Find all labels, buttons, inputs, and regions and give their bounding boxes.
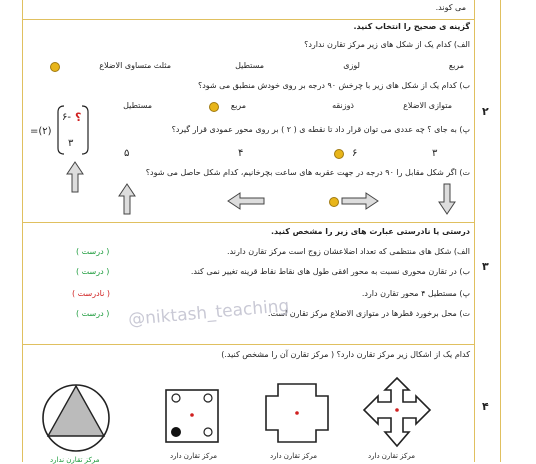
q3-answer-3: ( نادرست ) xyxy=(72,289,110,298)
answer-dot xyxy=(334,149,344,159)
up-arrow-icon xyxy=(65,160,85,194)
q3-item-1: الف) شکل های منتظمی که تعداد اضلاعشان زوج است مرکز تقارن دارند. xyxy=(227,247,470,256)
q3-answer-2: ( درست ) xyxy=(76,267,110,276)
q2a-option-1: مربع xyxy=(448,61,464,70)
left-border xyxy=(22,0,23,462)
vector-unknown: ؟ xyxy=(75,111,82,124)
answer-dot xyxy=(50,62,60,72)
circle-triangle-shape xyxy=(40,380,112,452)
q4-caption-2: مرکز تقارن دارد xyxy=(270,452,317,460)
q2-heading: گزینه ی صحیح را انتخاب کنید. xyxy=(353,22,470,31)
q2b-option-4: مستطیل xyxy=(123,101,152,110)
q2d-prompt: ت) اگر شکل مقابل را ۹۰ درجه در جهت عقربه های ساعت بچرخانیم، کدام شکل حاصل می شود؟ xyxy=(145,168,470,177)
q2b-prompt: ب) کدام یک از شکل های زیر با چرخش ۹۰ درجه بر روی خودش منطبق می شود؟ xyxy=(197,81,470,90)
q2c-option-3: ۴ xyxy=(238,148,244,159)
question-number-2: ۲ xyxy=(482,105,489,118)
q3-item-3: پ) مستطیل ۴ محور تقارن دارد. xyxy=(361,289,470,298)
question-number-4: ۴ xyxy=(482,400,489,413)
row-divider-2 xyxy=(22,222,474,223)
q2a-option-4: مثلث متساوی الاضلاع xyxy=(99,61,171,70)
row-divider-3 xyxy=(22,344,474,345)
vector-expression: =(۲) xyxy=(30,126,52,137)
right-arrow-icon xyxy=(340,191,380,211)
q4-caption-1: مرکز تقارن دارد xyxy=(368,452,415,460)
cross-shape xyxy=(264,382,330,444)
q3-item-2: ب) در تقارن محوری نسبت به محور افقی طول های نقاط نقاط قرینه تغییر نمی کند. xyxy=(190,267,470,276)
q2c-option-1: ۳ xyxy=(432,148,438,159)
vector-top: ۶- xyxy=(62,112,71,123)
top-fragment: می کوند. xyxy=(435,3,466,12)
arrow-cross-shape xyxy=(362,376,432,448)
q2c-prompt: پ) به جای ؟ چه عددی می توان قرار داد تا نقطه ی ( ۲ ) بر روی محور عمودی قرار گیرد؟ xyxy=(171,125,470,134)
answer-dot xyxy=(329,197,339,207)
q2c-option-2: ۶ xyxy=(352,148,358,159)
q3-answer-4: ( درست ) xyxy=(76,309,110,318)
watermark: @niktash_teaching xyxy=(127,295,291,331)
question-number-3: ۳ xyxy=(482,260,489,273)
q2b-option-1: متوازی الاضلاع xyxy=(403,101,452,110)
q3-answer-1: ( درست ) xyxy=(76,247,110,256)
q2b-option-2: ذوزنقه xyxy=(332,101,354,110)
left-arrow-icon xyxy=(226,191,266,211)
q4-prompt: کدام یک از اشکال زیر مرکز تقارن دارد؟ ( مرکز تقارن آن را مشخص کنید.) xyxy=(221,350,470,359)
down-arrow-icon xyxy=(437,182,457,216)
number-column-border xyxy=(474,0,475,462)
up-arrow-icon xyxy=(117,182,137,216)
q2a-option-2: لوزی xyxy=(343,61,360,70)
answer-dot xyxy=(209,102,219,112)
q3-item-4: ت) محل برخورد قطرها در متوازی الاضلاع مرکز تقارن است. xyxy=(267,309,470,318)
square-with-dots-shape xyxy=(164,388,220,444)
q2a-option-3: مستطیل xyxy=(235,61,264,70)
vector-bottom: ۳ xyxy=(68,138,74,149)
q3-heading: درستی یا نادرستی عبارت های زیر را مشخص کنید. xyxy=(271,227,470,236)
q2a-prompt: الف) کدام یک از شکل های زیر مرکز تقارن ندارد؟ xyxy=(304,40,470,49)
q2b-option-3: مربع xyxy=(230,101,246,110)
q4-caption-4: مرکز تقارن ندارد xyxy=(50,456,100,464)
q2c-option-4: ۵ xyxy=(124,148,130,159)
q4-caption-3: مرکز تقارن دارد xyxy=(170,452,217,460)
row-divider-top xyxy=(22,19,474,20)
right-border xyxy=(500,0,501,462)
